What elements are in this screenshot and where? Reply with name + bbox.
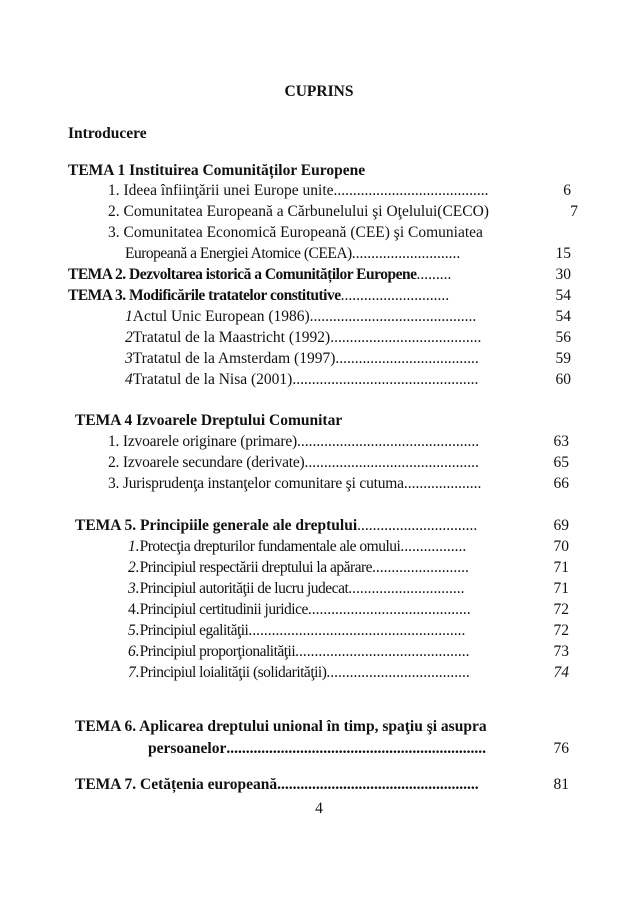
page-ref: 15 [555, 245, 571, 262]
page-ref: 63 [553, 433, 569, 450]
entry-text: 2. Izvoarele secundare (derivate) [108, 454, 305, 471]
entry-text: 1. Ideea înfiinţării unei Europe unite [108, 182, 334, 199]
page-ref: 70 [553, 538, 569, 555]
dot-leader: ............................................. [304, 454, 479, 471]
dot-leader: ................................................................... [226, 740, 486, 757]
page-number: 4 [315, 800, 323, 817]
page-ref: 65 [553, 454, 569, 471]
entry-text: Tratatul de la Nisa (2001) [132, 371, 293, 388]
page-ref: 30 [555, 266, 571, 283]
page-ref: 71 [553, 559, 569, 576]
introduction-heading: Introducere [68, 125, 147, 142]
dot-leader: ....................................... [330, 329, 482, 346]
dot-leader: ............................................. [295, 643, 470, 660]
toc-entry-t3-4 [125, 371, 571, 389]
dot-leader: .............................. [348, 580, 465, 597]
toc-entry-t3 [68, 287, 571, 305]
entry-text: TEMA 3. Modificările tratatelor constitutive [68, 287, 341, 304]
page-ref: 7 [570, 203, 578, 220]
entry-number: 3 [125, 350, 133, 367]
dot-leader: ..................................... [335, 350, 479, 367]
dot-leader: ................................................ [292, 371, 479, 388]
toc-entry-t5-1 [128, 538, 569, 556]
toc-entry-t5-5 [128, 622, 569, 640]
page-ref: 72 [553, 601, 569, 618]
toc-entry-t2 [68, 266, 571, 284]
toc-entry-t4-3 [108, 475, 569, 493]
page-ref: 54 [555, 287, 571, 304]
tema1-heading: TEMA 1 Instituirea Comunităților Europene [68, 162, 366, 179]
entry-text: TEMA 7. Cetățenia europeană [75, 776, 278, 793]
entry-number: 6. [128, 643, 140, 660]
dot-leader: ........................................ [333, 182, 489, 199]
toc-entry-t3-1 [125, 308, 571, 326]
toc-title: CUPRINS [284, 83, 354, 100]
entry-number: 3. [128, 580, 140, 597]
entry-number: 1 [125, 308, 133, 325]
dot-leader: .................................................... [277, 776, 479, 793]
dot-leader: ............................................... [296, 433, 480, 450]
entry-text: Protecţia drepturilor fundamentale ale omului [139, 538, 401, 555]
toc-entry-t5-2 [128, 559, 569, 577]
entry-text: Principiul proporţionalităţii [139, 643, 296, 660]
dot-leader: ..................................... [326, 664, 470, 681]
dot-leader: ............................ [351, 245, 461, 262]
dot-leader: ........................................... [309, 308, 477, 325]
toc-entry-t5-7 [128, 664, 569, 682]
page-ref: 66 [553, 475, 569, 492]
entry-text: TEMA 5. Principiile generale ale dreptului [75, 517, 358, 534]
page-ref: 72 [553, 622, 569, 639]
toc-entry-t1-2 [108, 203, 578, 221]
entry-text: TEMA 2. Dezvoltarea istorică a Comunităților Europene [68, 266, 417, 283]
entry-number: 2. [128, 559, 140, 576]
dot-leader: ......................... [372, 559, 469, 576]
page-ref: 6 [563, 182, 571, 199]
page-ref: 54 [555, 308, 571, 325]
toc-entry-t1-3-line2 [125, 245, 571, 263]
toc-entry-t7 [75, 776, 569, 794]
page-ref: 59 [555, 350, 571, 367]
page-ref: 76 [553, 740, 569, 757]
toc-entry-t5-6 [128, 643, 569, 661]
tema4-heading: TEMA 4 Izvoarele Dreptului Comunitar [75, 412, 343, 429]
entry-text: Principiul loialităţii (solidarităţii) [139, 664, 327, 681]
toc-entry-t4-2 [108, 454, 569, 472]
toc-entry-t1-1 [108, 182, 571, 200]
entry-text: persoanelor [148, 740, 227, 757]
entry-number: 7. [128, 664, 140, 681]
entry-number: 1. [128, 538, 140, 555]
entry-text: Tratatul de la Maastricht (1992) [132, 329, 331, 346]
entry-text: Principiul certitudinii juridice [139, 601, 308, 618]
dot-leader: ......... [416, 266, 452, 283]
entry-number: 4 [125, 371, 133, 388]
page-ref: 73 [553, 643, 569, 660]
toc-entry-t5-3 [128, 580, 569, 598]
toc-entry-t3-2 [125, 329, 571, 347]
dot-leader: ............................ [340, 287, 450, 304]
page-ref: 81 [553, 776, 569, 793]
entry-number: 4. [128, 601, 140, 618]
entry-number: 2 [125, 329, 133, 346]
page-ref: 56 [555, 329, 571, 346]
entry-text: Tratatul de la Amsterdam (1997) [132, 350, 336, 367]
dot-leader: ............................... [357, 517, 478, 534]
page-ref: 69 [553, 517, 569, 534]
page-ref: 60 [555, 371, 571, 388]
entry-text: 1. Izvoarele originare (primare) [108, 433, 297, 450]
entry-text: Principiul respectării dreptului la apărare [139, 559, 373, 576]
toc-entry-t4-1 [108, 433, 569, 451]
toc-entry-t1-3-line1: 3. Comunitatea Economică Europeană (CEE) şi Comuniatea [108, 224, 483, 241]
entry-text: Principiul autorităţii de lucru judecat [139, 580, 349, 597]
entry-text: 2. Comunitatea Europeană a Cărbunelului şi Oţelului(CECO) [108, 203, 489, 220]
dot-leader: .......................................... [307, 601, 471, 618]
page-ref: 71 [553, 580, 569, 597]
toc-entry-t3-3 [125, 350, 571, 368]
toc-entry-t5 [75, 517, 569, 535]
dot-leader: ................. [400, 538, 467, 555]
entry-text: Principiul egalităţii [139, 622, 249, 639]
dot-leader: ........................................................ [248, 622, 466, 639]
entry-text: 3. Jurisprudenţa instanţelor comunitare şi cutuma [108, 475, 404, 492]
entry-text: Actul Unic European (1986) [132, 308, 310, 325]
toc-entry-t6 [148, 740, 569, 758]
dot-leader: .................... [403, 475, 482, 492]
entry-number: 5. [128, 622, 140, 639]
page-ref: 74 [553, 664, 569, 681]
toc-entry-t5-4 [128, 601, 569, 619]
tema6-heading-line1: TEMA 6. Aplicarea dreptului unional în timp, spaţiu şi asupra [75, 718, 487, 735]
entry-text: Europeană a Energiei Atomice (CEEA) [125, 245, 352, 262]
